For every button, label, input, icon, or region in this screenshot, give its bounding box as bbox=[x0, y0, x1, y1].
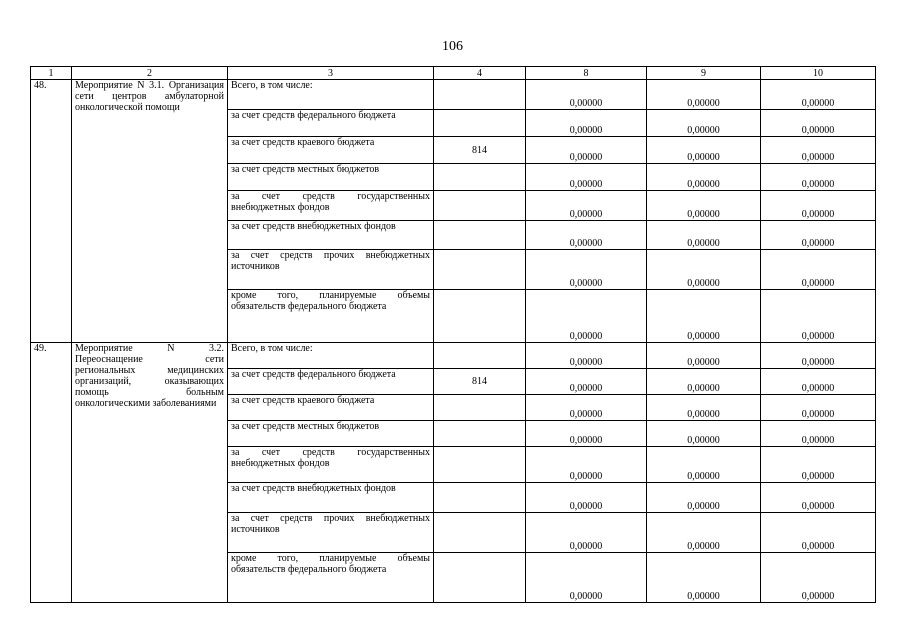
budget-code bbox=[434, 395, 526, 421]
value-col-9: 0,00000 bbox=[647, 553, 761, 603]
funding-source: кроме того, планируемые объемы обязательств федерального бюджета bbox=[228, 553, 434, 603]
value-col-10: 0,00000 bbox=[761, 191, 876, 221]
value-col-8: 0,00000 bbox=[526, 483, 647, 513]
column-header: 2 bbox=[72, 67, 228, 80]
budget-code: 814 bbox=[434, 137, 526, 164]
value-col-9: 0,00000 bbox=[647, 421, 761, 447]
funding-source: за счет средств федерального бюджета bbox=[228, 369, 434, 395]
column-header: 8 bbox=[526, 67, 647, 80]
funding-source: за счет средств краевого бюджета bbox=[228, 137, 434, 164]
column-header: 10 bbox=[761, 67, 876, 80]
funding-source: за счет средств внебюджетных фондов bbox=[228, 483, 434, 513]
value-col-9: 0,00000 bbox=[647, 369, 761, 395]
value-col-9: 0,00000 bbox=[647, 447, 761, 483]
funding-source: за счет средств внебюджетных фондов bbox=[228, 221, 434, 250]
budget-code bbox=[434, 80, 526, 110]
value-col-10: 0,00000 bbox=[761, 221, 876, 250]
funding-source: за счет средств местных бюджетов bbox=[228, 164, 434, 191]
funding-source: кроме того, планируемые объемы обязательств федерального бюджета bbox=[228, 290, 434, 343]
budget-code bbox=[434, 250, 526, 290]
funding-source: за счет средств государственных внебюджетных фондов bbox=[228, 191, 434, 221]
value-col-9: 0,00000 bbox=[647, 164, 761, 191]
value-col-8: 0,00000 bbox=[526, 221, 647, 250]
value-col-10: 0,00000 bbox=[761, 369, 876, 395]
value-col-8: 0,00000 bbox=[526, 80, 647, 110]
budget-code: 814 bbox=[434, 369, 526, 395]
value-col-9: 0,00000 bbox=[647, 80, 761, 110]
value-col-10: 0,00000 bbox=[761, 110, 876, 137]
value-col-9: 0,00000 bbox=[647, 221, 761, 250]
value-col-8: 0,00000 bbox=[526, 110, 647, 137]
budget-code bbox=[434, 164, 526, 191]
value-col-10: 0,00000 bbox=[761, 250, 876, 290]
value-col-9: 0,00000 bbox=[647, 483, 761, 513]
value-col-9: 0,00000 bbox=[647, 343, 761, 369]
budget-code bbox=[434, 343, 526, 369]
table-body bbox=[31, 80, 876, 603]
item-number: 48. bbox=[31, 80, 72, 343]
table-row bbox=[31, 343, 876, 369]
header-row bbox=[31, 67, 876, 80]
budget-code bbox=[434, 447, 526, 483]
funding-source: за счет средств прочих внебюджетных источников bbox=[228, 250, 434, 290]
value-col-8: 0,00000 bbox=[526, 395, 647, 421]
value-col-10: 0,00000 bbox=[761, 80, 876, 110]
column-header: 3 bbox=[228, 67, 434, 80]
value-col-8: 0,00000 bbox=[526, 369, 647, 395]
value-col-10: 0,00000 bbox=[761, 421, 876, 447]
value-col-10: 0,00000 bbox=[761, 447, 876, 483]
value-col-9: 0,00000 bbox=[647, 137, 761, 164]
column-header: 9 bbox=[647, 67, 761, 80]
funding-source: за счет средств местных бюджетов bbox=[228, 421, 434, 447]
value-col-9: 0,00000 bbox=[647, 513, 761, 553]
value-col-10: 0,00000 bbox=[761, 553, 876, 603]
value-col-8: 0,00000 bbox=[526, 513, 647, 553]
column-header: 1 bbox=[31, 67, 72, 80]
value-col-8: 0,00000 bbox=[526, 447, 647, 483]
value-col-8: 0,00000 bbox=[526, 250, 647, 290]
budget-table bbox=[30, 66, 876, 603]
value-col-8: 0,00000 bbox=[526, 164, 647, 191]
budget-code bbox=[434, 290, 526, 343]
funding-source: за счет средств краевого бюджета bbox=[228, 395, 434, 421]
value-col-8: 0,00000 bbox=[526, 343, 647, 369]
budget-code bbox=[434, 513, 526, 553]
funding-source: Всего, в том числе: bbox=[228, 343, 434, 369]
funding-source: за счет средств государственных внебюджетных фондов bbox=[228, 447, 434, 483]
value-col-10: 0,00000 bbox=[761, 483, 876, 513]
value-col-8: 0,00000 bbox=[526, 137, 647, 164]
value-col-8: 0,00000 bbox=[526, 290, 647, 343]
budget-code bbox=[434, 221, 526, 250]
value-col-9: 0,00000 bbox=[647, 191, 761, 221]
funding-source: за счет средств прочих внебюджетных источников bbox=[228, 513, 434, 553]
value-col-10: 0,00000 bbox=[761, 137, 876, 164]
value-col-8: 0,00000 bbox=[526, 421, 647, 447]
budget-code bbox=[434, 110, 526, 137]
item-number: 49. bbox=[31, 343, 72, 603]
value-col-10: 0,00000 bbox=[761, 290, 876, 343]
column-header: 4 bbox=[434, 67, 526, 80]
value-col-10: 0,00000 bbox=[761, 395, 876, 421]
value-col-8: 0,00000 bbox=[526, 191, 647, 221]
budget-code bbox=[434, 483, 526, 513]
funding-source: за счет средств федерального бюджета bbox=[228, 110, 434, 137]
budget-code bbox=[434, 191, 526, 221]
value-col-8: 0,00000 bbox=[526, 553, 647, 603]
value-col-9: 0,00000 bbox=[647, 250, 761, 290]
budget-code bbox=[434, 421, 526, 447]
value-col-9: 0,00000 bbox=[647, 395, 761, 421]
funding-source: Всего, в том числе: bbox=[228, 80, 434, 110]
value-col-10: 0,00000 bbox=[761, 343, 876, 369]
table-row bbox=[31, 80, 876, 110]
value-col-9: 0,00000 bbox=[647, 110, 761, 137]
value-col-9: 0,00000 bbox=[647, 290, 761, 343]
value-col-10: 0,00000 bbox=[761, 164, 876, 191]
page-number: 106 bbox=[442, 39, 463, 54]
measure-title: Мероприятие N 3.2. Переоснащение сети региональных медицинских организаций, оказывающих помощь больным онкологическими заболеваниями bbox=[72, 343, 228, 603]
budget-code bbox=[434, 553, 526, 603]
value-col-10: 0,00000 bbox=[761, 513, 876, 553]
measure-title: Мероприятие N 3.1. Организация сети центров амбулаторной онкологической помощи bbox=[72, 80, 228, 343]
